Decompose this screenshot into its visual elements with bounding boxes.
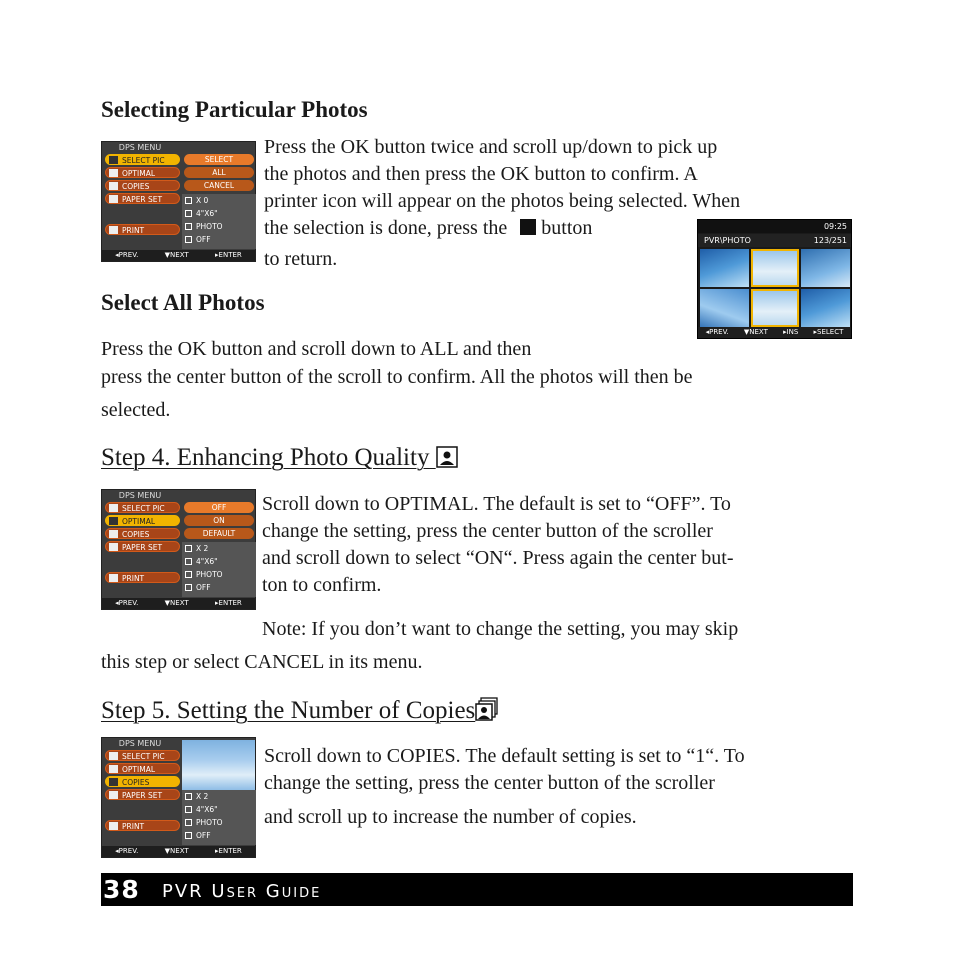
- setting-value: X 2: [196, 792, 209, 801]
- setting-size: [182, 555, 256, 568]
- footer-prev: ◂PREV.: [705, 328, 729, 336]
- section2-line-2: press the center button of the scroll to confirm. All the photos will then be: [101, 366, 693, 388]
- setting-value: X 2: [196, 544, 209, 553]
- optimal-icon: [109, 765, 118, 773]
- setting-size: [182, 207, 256, 220]
- photo-counter: 123/251: [813, 236, 847, 245]
- photo-thumbnail-selected: [751, 249, 800, 287]
- screen-footer: [698, 327, 851, 338]
- setting-value: 4"X6": [196, 209, 218, 218]
- setting-copies: [182, 790, 256, 803]
- setting-copies: [182, 194, 256, 207]
- setting-paper: [182, 816, 256, 829]
- menu-item-label: COPIES: [122, 530, 150, 539]
- setting-value: OFF: [196, 235, 211, 244]
- printer-icon: [109, 822, 118, 830]
- section2-line-3: selected.: [101, 399, 171, 421]
- paper-icon: [109, 791, 118, 799]
- menu-item-paper-set: [105, 789, 180, 800]
- menu-item-label: OPTIMAL: [122, 765, 155, 774]
- section1-line-1: Press the OK button twice and scroll up/down to pick up: [264, 136, 718, 158]
- setting-value: 4"X6": [196, 805, 218, 814]
- footer-next: ▼NEXT: [743, 328, 768, 336]
- step4-note-1: Note: If you don’t want to change the setting, you may skip: [262, 618, 739, 640]
- setting-value: PHOTO: [196, 222, 223, 231]
- menu-item-label: PAPER SET: [122, 195, 163, 204]
- step5-line-3: and scroll up to increase the number of copies.: [264, 806, 637, 828]
- footer-prev: ◂PREV.: [115, 251, 139, 259]
- menu-title: DPS MENU: [118, 739, 162, 748]
- photo-thumbnail-selected: [751, 289, 800, 327]
- menu-item-label: PRINT: [122, 574, 145, 583]
- footer-ins: ▸INS: [783, 328, 799, 336]
- menu-footer: [102, 598, 255, 609]
- menu-item-label: SELECT PIC: [122, 504, 165, 513]
- page-footer: [101, 873, 853, 906]
- folder-label: PVR\PHOTO: [704, 236, 751, 245]
- photo-thumbnail-grid: [700, 249, 850, 327]
- heading-selecting-particular-photos: Selecting Particular Photos: [101, 97, 368, 122]
- section1-line-5: to return.: [264, 248, 338, 270]
- menu-item-label: SELECT PIC: [122, 752, 165, 761]
- footer-prev: ◂PREV.: [115, 599, 139, 607]
- submenu-default: DEFAULT: [184, 528, 254, 539]
- copies-icon: [475, 697, 499, 721]
- menu-item-select-pic: [105, 750, 180, 761]
- step5-line-2: change the setting, press the center button of the scroller: [264, 772, 715, 794]
- submenu-on: ON: [184, 515, 254, 526]
- photo-quality-icon: [436, 446, 458, 468]
- dps-menu-screenshot-copies: [101, 737, 256, 858]
- menu-item-label: COPIES: [122, 182, 150, 191]
- dps-menu-screenshot-select: [101, 141, 256, 262]
- size-icon: [185, 558, 192, 565]
- heading-step-5: [101, 697, 499, 725]
- submenu-cancel: CANCEL: [184, 180, 254, 191]
- setting-value: PHOTO: [196, 818, 223, 827]
- select-pic-icon: [109, 504, 118, 512]
- footer-enter: ▸ENTER: [215, 251, 242, 259]
- setting-value: OFF: [196, 831, 211, 840]
- step5-line-1: Scroll down to COPIES. The default setting is set to “1“. To: [264, 745, 745, 767]
- page-number: 38: [103, 875, 140, 904]
- stop-button-icon: [520, 219, 536, 235]
- paper-icon: [109, 543, 118, 551]
- paper-icon: [185, 223, 192, 230]
- setting-paper: [182, 220, 256, 233]
- copies-icon: [185, 793, 192, 800]
- menu-item-optimal: [105, 167, 180, 178]
- menu-item-label: OPTIMAL: [122, 169, 155, 178]
- setting-copies: [182, 542, 256, 555]
- step4-line-3: and scroll down to select “ON“. Press again the center but-: [262, 547, 734, 569]
- submenu-all: ALL: [184, 167, 254, 178]
- submenu-off: OFF: [184, 502, 254, 513]
- footer-enter: ▸ENTER: [215, 847, 242, 855]
- menu-item-label: SELECT PIC: [122, 156, 165, 165]
- footer-next: ▼NEXT: [164, 847, 189, 855]
- menu-item-print: [105, 820, 180, 831]
- step-5-title: Step 5. Setting the Number of Copies: [101, 697, 476, 724]
- menu-item-copies: [105, 776, 180, 787]
- dps-menu-screenshot-optimal: [101, 489, 256, 610]
- optimal-icon: [109, 517, 118, 525]
- menu-title: DPS MENU: [118, 143, 162, 152]
- printer-icon: [109, 574, 118, 582]
- menu-item-optimal: [105, 515, 180, 526]
- current-settings-panel: [182, 790, 256, 845]
- footer-next: ▼NEXT: [164, 599, 189, 607]
- setting-optimal: [182, 233, 256, 246]
- size-icon: [185, 806, 192, 813]
- select-pic-icon: [109, 752, 118, 760]
- menu-item-copies: [105, 528, 180, 539]
- printer-icon: [109, 226, 118, 234]
- copies-icon: [109, 778, 118, 786]
- submenu-select: SELECT: [184, 154, 254, 165]
- setting-value: X 0: [196, 196, 209, 205]
- paper-icon: [109, 195, 118, 203]
- step4-line-2: change the setting, press the center button of the scroller: [262, 520, 713, 542]
- menu-item-print: [105, 224, 180, 235]
- photo-thumbnail: [801, 249, 850, 287]
- menu-item-label: COPIES: [122, 778, 150, 787]
- copies-icon: [185, 545, 192, 552]
- menu-item-select-pic: [105, 502, 180, 513]
- heading-select-all-photos: Select All Photos: [101, 290, 265, 315]
- print-photo-screenshot: [697, 219, 852, 339]
- menu-item-paper-set: [105, 541, 180, 552]
- setting-optimal: [182, 581, 256, 594]
- step-4-title: Step 4. Enhancing Photo Quality: [101, 444, 430, 471]
- select-pic-icon: [109, 156, 118, 164]
- section2-line-1: Press the OK button and scroll down to ALL and then: [101, 338, 532, 360]
- section1-line-3: printer icon will appear on the photos being selected. When: [264, 190, 741, 212]
- setting-optimal: [182, 829, 256, 842]
- optimal-icon: [185, 236, 192, 243]
- paper-icon: [185, 819, 192, 826]
- setting-value: 4"X6": [196, 557, 218, 566]
- step4-line-4: ton to confirm.: [262, 574, 382, 596]
- paper-icon: [185, 571, 192, 578]
- photo-thumbnail: [700, 289, 749, 327]
- setting-value: PHOTO: [196, 570, 223, 579]
- optimal-icon: [185, 584, 192, 591]
- section1-line-4-text: the selection is done, press the: [264, 217, 508, 239]
- footer-next: ▼NEXT: [164, 251, 189, 259]
- menu-item-optimal: [105, 763, 180, 774]
- current-settings-panel: [182, 194, 256, 249]
- menu-item-label: PAPER SET: [122, 543, 163, 552]
- copies-icon: [109, 530, 118, 538]
- step4-line-1: Scroll down to OPTIMAL. The default is set to “OFF”. To: [262, 493, 731, 515]
- copies-icon: [185, 197, 192, 204]
- section1-line-2: the photos and then press the OK button to confirm. A: [264, 163, 698, 185]
- setting-value: OFF: [196, 583, 211, 592]
- optimal-icon: [109, 169, 118, 177]
- heading-step-4: [101, 444, 458, 472]
- menu-item-label: PRINT: [122, 822, 145, 831]
- menu-item-paper-set: [105, 193, 180, 204]
- menu-footer: [102, 250, 255, 261]
- current-settings-panel: [182, 542, 256, 597]
- footer-select: ▸SELECT: [813, 328, 844, 336]
- section1-line-4: [264, 215, 592, 242]
- footer-enter: ▸ENTER: [215, 599, 242, 607]
- screen-folder-bar: [698, 234, 851, 247]
- menu-title: DPS MENU: [118, 491, 162, 500]
- menu-item-label: OPTIMAL: [122, 517, 155, 526]
- guide-title: PVR User Guide: [162, 881, 322, 902]
- photo-thumbnail: [700, 249, 749, 287]
- menu-item-select-pic: [105, 154, 180, 165]
- setting-size: [182, 803, 256, 816]
- step4-note-2: this step or select CANCEL in its menu.: [101, 651, 423, 673]
- menu-footer: [102, 846, 255, 857]
- photo-thumbnail: [801, 289, 850, 327]
- menu-item-label: PAPER SET: [122, 791, 163, 800]
- footer-prev: ◂PREV.: [115, 847, 139, 855]
- copies-icon: [109, 182, 118, 190]
- section1-line-4-button: button: [541, 217, 593, 239]
- menu-item-print: [105, 572, 180, 583]
- optimal-icon: [185, 832, 192, 839]
- screen-time: 09:25: [698, 220, 851, 233]
- photo-preview: [182, 740, 255, 790]
- menu-item-copies: [105, 180, 180, 191]
- setting-paper: [182, 568, 256, 581]
- menu-item-label: PRINT: [122, 226, 145, 235]
- size-icon: [185, 210, 192, 217]
